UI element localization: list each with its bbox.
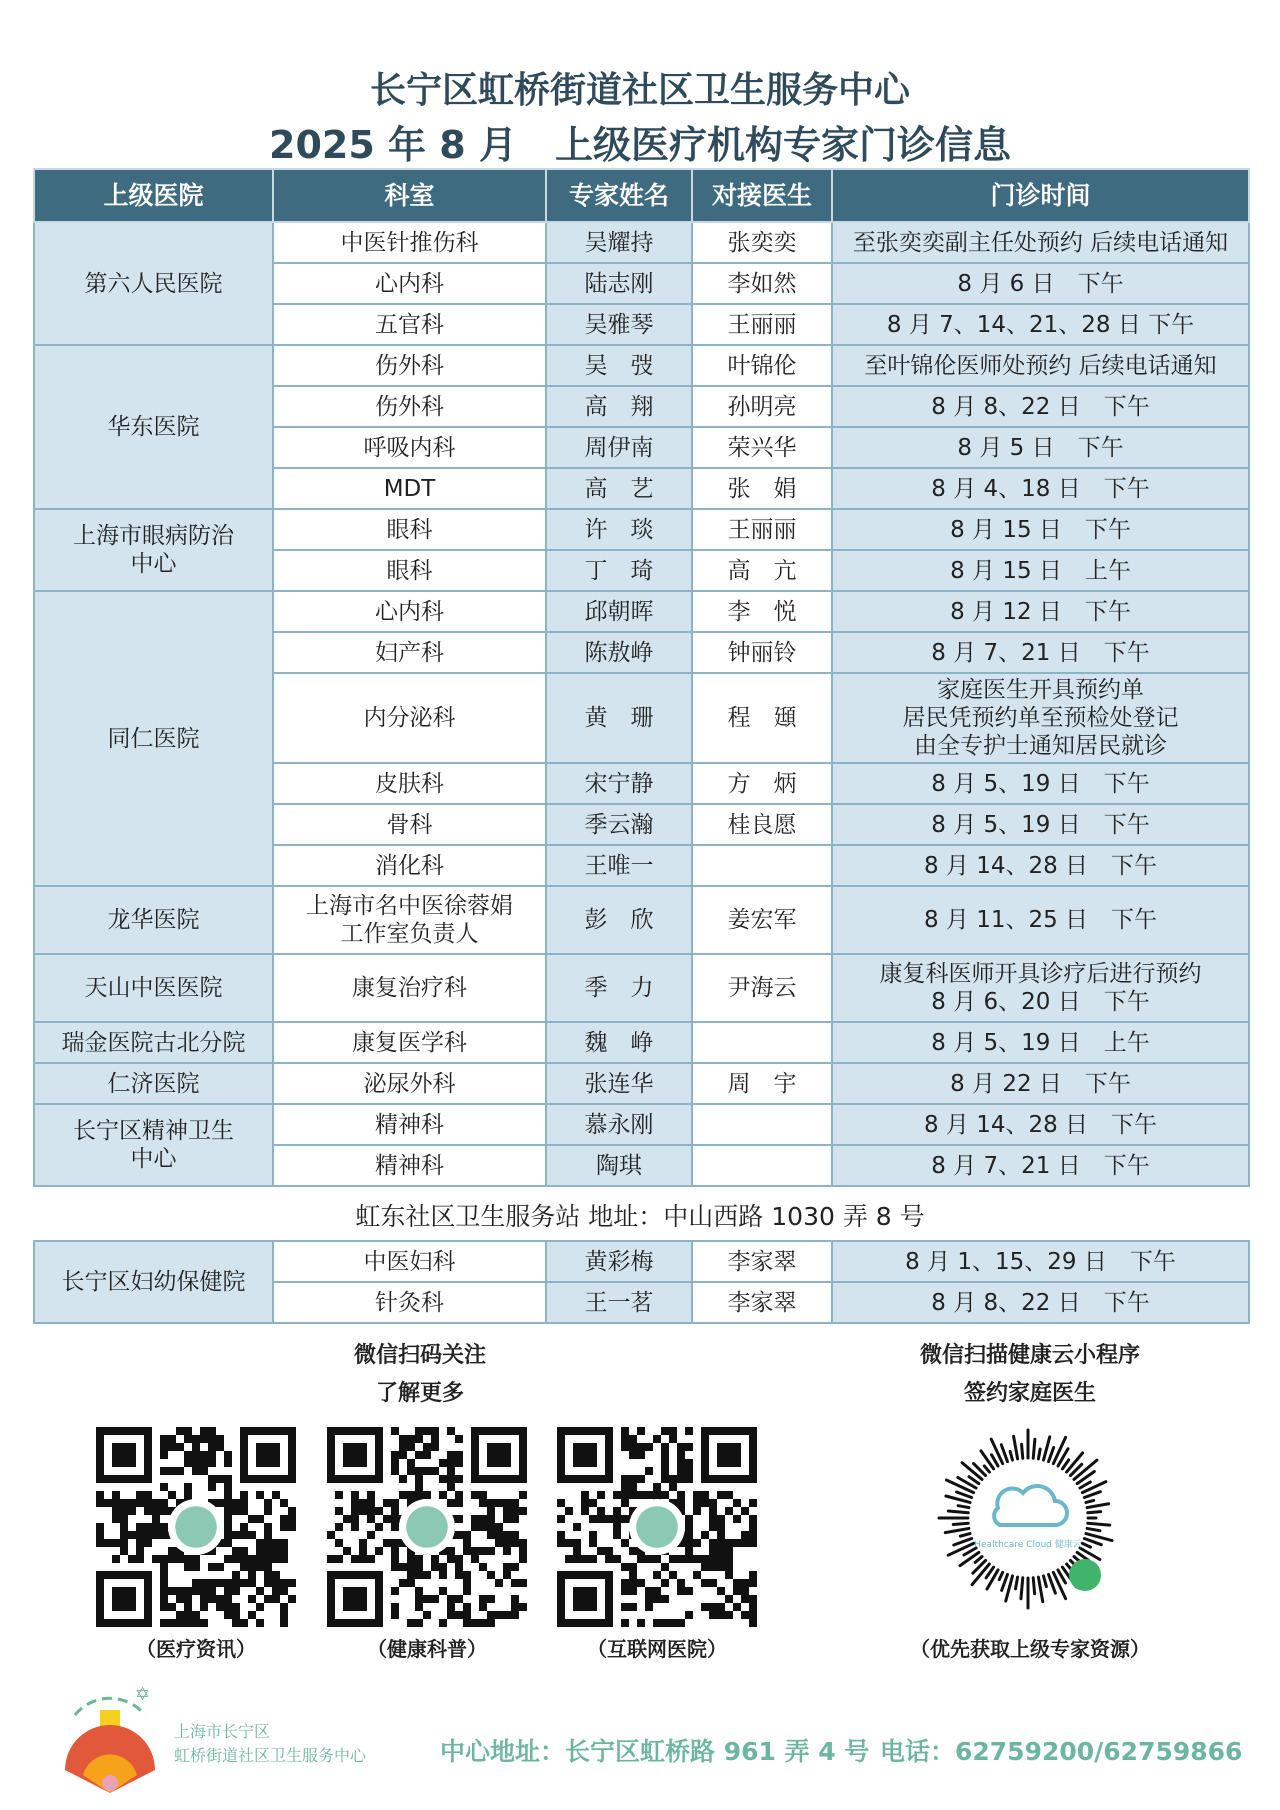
expert-cell: 高 艺 (546, 468, 692, 509)
time-cell: 8 月 22 日 下午 (832, 1063, 1249, 1104)
time-cell: 8 月 5、19 日 上午 (832, 1022, 1249, 1063)
time-cell: 8 月 1、15、29 日 下午 (832, 1241, 1249, 1282)
doctor-cell: 钟丽铃 (692, 632, 832, 673)
department-cell: 内分泌科 (273, 673, 546, 763)
doctor-cell: 李家翠 (692, 1241, 832, 1282)
table-row (34, 345, 1249, 386)
expert-cell: 陈敖峥 (546, 632, 692, 673)
table-row (34, 509, 1249, 550)
time-cell: 8 月 12 日 下午 (832, 591, 1249, 632)
time-cell: 8 月 15 日 上午 (832, 550, 1249, 591)
hospital-cell: 华东医院 (34, 345, 273, 509)
doctor-cell: 尹海云 (692, 954, 832, 1022)
department-cell: 皮肤科 (273, 763, 546, 804)
page-title: 长宁区虹桥街道社区卫生服务中心 (369, 70, 910, 111)
time-cell: 8 月 7、21 日 下午 (832, 632, 1249, 673)
time-cell: 康复科医师开具诊疗后进行预约 8 月 6、20 日 下午 (832, 954, 1249, 1022)
hospital-cell: 龙华医院 (34, 886, 273, 954)
substation-address: 虹东社区卫生服务站 地址：中山西路 1030 弄 8 号 (355, 1202, 925, 1231)
table-row (34, 1022, 1249, 1063)
department-cell: 康复治疗科 (273, 954, 546, 1022)
mini-program-code[interactable] (923, 1413, 1133, 1623)
department-cell: 伤外科 (273, 386, 546, 427)
expert-cell: 周伊南 (546, 427, 692, 468)
center-address: 中心地址：长宁区虹桥路 961 弄 4 号 (440, 1737, 870, 1766)
header-time: 门诊时间 (832, 169, 1249, 222)
health-cloud-label: 微信扫描健康云小程序 (919, 1343, 1140, 1368)
hospital-cell: 第六人民医院 (34, 222, 273, 345)
table-row (34, 1104, 1249, 1145)
expert-cell: 张连华 (546, 1063, 692, 1104)
expert-cell: 王一茗 (546, 1282, 692, 1323)
center-phone: 电话：62759200/62759866 (880, 1737, 1243, 1766)
department-cell: 心内科 (273, 591, 546, 632)
doctor-cell (692, 845, 832, 886)
expert-cell: 彭 欣 (546, 886, 692, 954)
table-row (34, 886, 1249, 954)
center-logo-text (174, 1720, 366, 1768)
expert-cell: 黄彩梅 (546, 1241, 692, 1282)
time-cell: 至张奕奕副主任处预约 后续电话通知 (832, 222, 1249, 263)
expert-cell: 王唯一 (546, 845, 692, 886)
qr-code-internet-hospital[interactable] (557, 1427, 757, 1627)
table-row (34, 1063, 1249, 1104)
department-cell: 呼吸内科 (273, 427, 546, 468)
expert-cell: 宋宁静 (546, 763, 692, 804)
department-cell: 眼科 (273, 550, 546, 591)
expert-cell: 黄 珊 (546, 673, 692, 763)
expert-cell: 陆志刚 (546, 263, 692, 304)
center-logo-icon (55, 1675, 165, 1795)
hospital-cell: 长宁区精神卫生 中心 (34, 1104, 273, 1186)
time-cell: 8 月 11、25 日 下午 (832, 886, 1249, 954)
doctor-cell: 王丽丽 (692, 509, 832, 550)
department-cell: 眼科 (273, 509, 546, 550)
expert-cell: 高 翔 (546, 386, 692, 427)
table-row (34, 954, 1249, 1022)
wechat-learn-more-label: 了解更多 (375, 1381, 464, 1406)
qr-code-health-science[interactable] (327, 1427, 527, 1627)
department-cell: MDT (273, 468, 546, 509)
expert-cell: 慕永刚 (546, 1104, 692, 1145)
header-expert: 专家姓名 (546, 169, 692, 222)
doctor-cell: 高 亢 (692, 550, 832, 591)
doctor-cell: 方 炳 (692, 763, 832, 804)
doctor-cell: 荣兴华 (692, 427, 832, 468)
department-cell: 消化科 (273, 845, 546, 886)
time-cell: 家庭医生开具预约单 居民凭预约单至预检处登记 由全专护士通知居民就诊 (832, 673, 1249, 763)
expert-cell: 季云瀚 (546, 804, 692, 845)
svg-text:✡: ✡ (135, 1684, 151, 1705)
time-cell: 8 月 8、22 日 下午 (832, 386, 1249, 427)
qr-caption-internet-hospital: （互联网医院） (587, 1637, 727, 1661)
qr-code-medical-news[interactable] (96, 1427, 296, 1627)
hospital-cell: 天山中医医院 (34, 954, 273, 1022)
header-department: 科室 (273, 169, 546, 222)
expert-cell: 魏 峥 (546, 1022, 692, 1063)
department-cell: 伤外科 (273, 345, 546, 386)
hospital-cell: 仁济医院 (34, 1063, 273, 1104)
doctor-cell (692, 1145, 832, 1186)
doctor-cell (692, 1022, 832, 1063)
time-cell: 8 月 7、14、21、28 日 下午 (832, 304, 1249, 345)
expert-clinic-table (33, 168, 1250, 1187)
table-row (34, 1241, 1249, 1282)
department-cell: 精神科 (273, 1145, 546, 1186)
expert-cell: 邱朝晖 (546, 591, 692, 632)
time-cell: 8 月 14、28 日 下午 (832, 1104, 1249, 1145)
time-cell: 8 月 5、19 日 下午 (832, 763, 1249, 804)
expert-cell: 陶琪 (546, 1145, 692, 1186)
doctor-cell: 张奕奕 (692, 222, 832, 263)
page-subtitle: 2025 年 8 月 上级医疗机构专家门诊信息 (269, 123, 1011, 167)
expert-cell: 吴 弢 (546, 345, 692, 386)
doctor-cell: 孙明亮 (692, 386, 832, 427)
expert-cell: 吴雅琴 (546, 304, 692, 345)
time-cell: 8 月 14、28 日 下午 (832, 845, 1249, 886)
header-doctor: 对接医生 (692, 169, 832, 222)
time-cell: 8 月 15 日 下午 (832, 509, 1249, 550)
logo-line2: 虹桥街道社区卫生服务中心 (174, 1746, 367, 1765)
department-cell: 上海市名中医徐蓉娟 工作室负责人 (273, 886, 546, 954)
hospital-cell: 同仁医院 (34, 591, 273, 886)
table-row (34, 591, 1249, 632)
time-cell: 8 月 6 日 下午 (832, 263, 1249, 304)
mini-program-label: Healthcare Cloud 健康云 (974, 1540, 1082, 1550)
doctor-cell: 桂良愿 (692, 804, 832, 845)
doctor-cell: 李家翠 (692, 1282, 832, 1323)
department-cell: 泌尿外科 (273, 1063, 546, 1104)
expert-cell: 丁 琦 (546, 550, 692, 591)
time-cell: 至叶锦伦医师处预约 后续电话通知 (832, 345, 1249, 386)
hospital-cell: 上海市眼病防治 中心 (34, 509, 273, 591)
hospital-cell: 长宁区妇幼保健院 (34, 1241, 273, 1323)
department-cell: 康复医学科 (273, 1022, 546, 1063)
department-cell: 心内科 (273, 263, 546, 304)
doctor-cell: 程 頲 (692, 673, 832, 763)
doctor-cell: 姜宏军 (692, 886, 832, 954)
doctor-cell (692, 1104, 832, 1145)
family-doctor-label: 签约家庭医生 (963, 1381, 1096, 1406)
department-cell: 骨科 (273, 804, 546, 845)
table-row (34, 222, 1249, 263)
time-cell: 8 月 5、19 日 下午 (832, 804, 1249, 845)
department-cell: 针灸科 (273, 1282, 546, 1323)
expert-cell: 吴耀持 (546, 222, 692, 263)
department-cell: 中医针推伤科 (273, 222, 546, 263)
doctor-cell: 李如然 (692, 263, 832, 304)
qr-caption-medical-news: （医疗资讯） (136, 1637, 256, 1661)
department-cell: 五官科 (273, 304, 546, 345)
department-cell: 妇产科 (273, 632, 546, 673)
time-cell: 8 月 7、21 日 下午 (832, 1145, 1249, 1186)
doctor-cell: 张 娟 (692, 468, 832, 509)
qr-caption-expert-resources: （优先获取上级专家资源） (910, 1637, 1150, 1661)
expert-cell: 季 力 (546, 954, 692, 1022)
hospital-cell: 瑞金医院古北分院 (34, 1022, 273, 1063)
time-cell: 8 月 4、18 日 下午 (832, 468, 1249, 509)
department-cell: 中医妇科 (273, 1241, 546, 1282)
expert-cell: 许 琰 (546, 509, 692, 550)
wechat-follow-label: 微信扫码关注 (353, 1343, 486, 1368)
maternal-child-table (33, 1240, 1250, 1324)
department-cell: 精神科 (273, 1104, 546, 1145)
doctor-cell: 叶锦伦 (692, 345, 832, 386)
doctor-cell: 周 宇 (692, 1063, 832, 1104)
time-cell: 8 月 5 日 下午 (832, 427, 1249, 468)
header-hospital: 上级医院 (34, 169, 273, 222)
qr-caption-health-science: （健康科普） (367, 1637, 487, 1661)
time-cell: 8 月 8、22 日 下午 (832, 1282, 1249, 1323)
doctor-cell: 李 悦 (692, 591, 832, 632)
logo-line1: 上海市长宁区 (174, 1722, 271, 1741)
doctor-cell: 王丽丽 (692, 304, 832, 345)
